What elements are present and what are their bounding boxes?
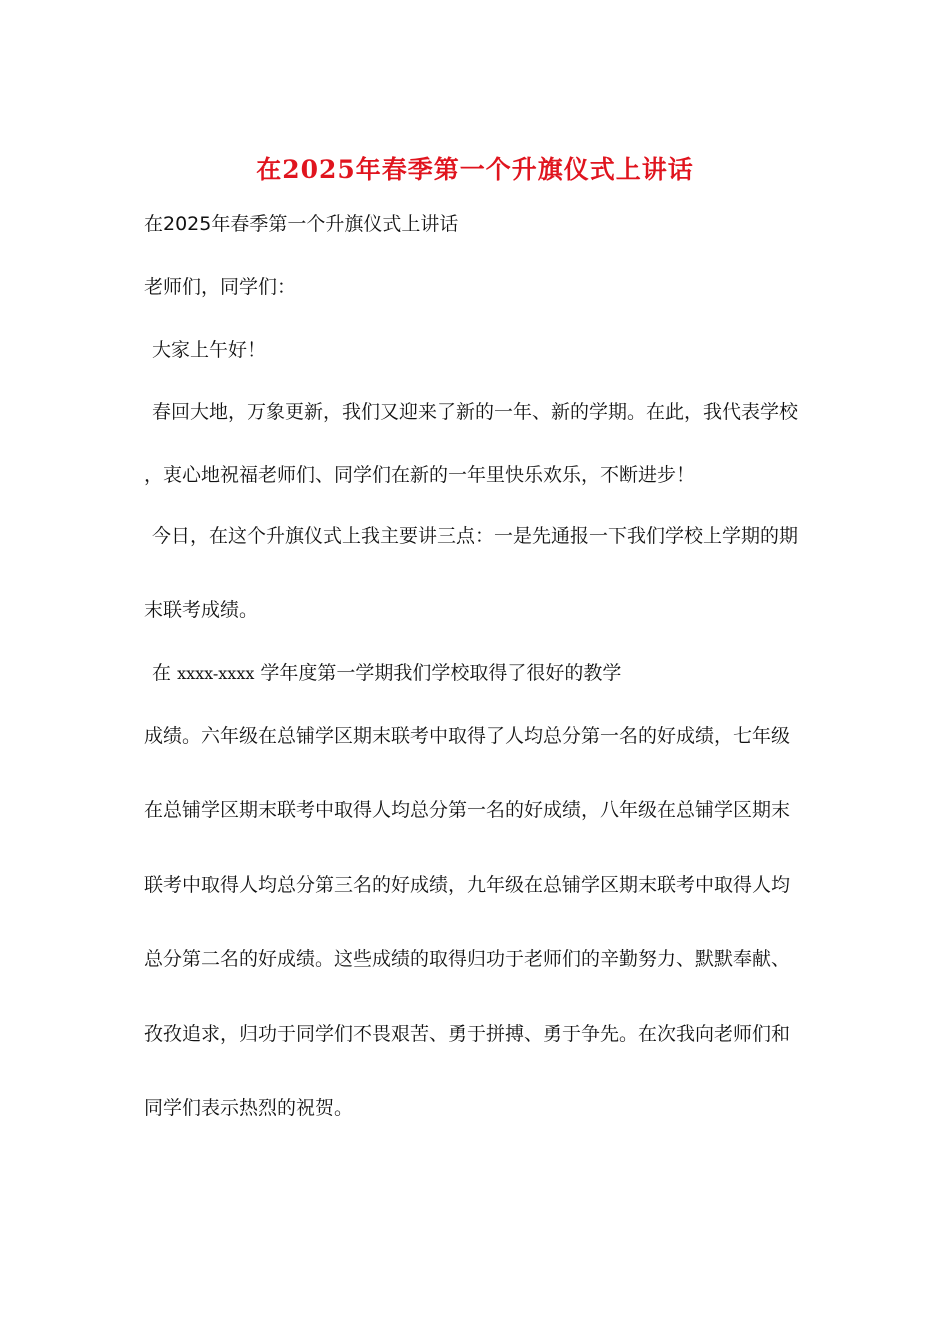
- document-title: 在2025年春季第一个升旗仪式上讲话: [256, 155, 694, 184]
- paragraph-3-line-3: 在总铺学区期末联考中取得人均总分第一名的好成绩，八年级在总铺学区期末: [144, 799, 791, 821]
- subtitle-text: 在2025年春季第一个升旗仪式上讲话: [144, 213, 459, 235]
- paragraph-3-rest: 学年度第一学期我们学校取得了很好的教学: [260, 662, 622, 684]
- paragraph-2-line-2: 末联考成绩。: [144, 599, 259, 621]
- paragraph-3-line-4: 联考中取得人均总分第三名的好成绩，九年级在总铺学区期末联考中取得人均: [144, 874, 791, 896]
- salutation-line: 老师们，同学们：: [144, 276, 297, 298]
- paragraph-3-line-2: 成绩。六年级在总铺学区期末联考中取得了人均总分第一名的好成绩，七年级: [144, 725, 791, 747]
- paragraph-3-line-5: 总分第二名的好成绩。这些成绩的取得归功于老师们的辛勤努力、默默奉献、: [144, 948, 791, 970]
- paragraph-3-line-7: 同学们表示热烈的祝贺。: [144, 1097, 354, 1119]
- paragraph-1-line-2: ，衷心地祝福老师们、同学们在新的一年里快乐欢乐，不断进步！: [144, 464, 696, 486]
- paragraph-3-line-1: [152, 661, 621, 686]
- paragraph-2-line-1: 今日，在这个升旗仪式上我主要讲三点：一是先通报一下我们学校上学期的期: [152, 525, 799, 547]
- school-year-range: xxxx-xxxx: [177, 664, 255, 683]
- subtitle-line: [144, 212, 458, 236]
- paragraph-3-prefix: 在: [152, 662, 172, 684]
- greeting-line: 大家上午好！: [152, 339, 267, 361]
- paragraph-3-line-6: 孜孜追求，归功于同学们不畏艰苦、勇于拼搏、勇于争先。在次我向老师们和: [144, 1023, 791, 1045]
- paragraph-1-line-1: 春回大地，万象更新，我们又迎来了新的一年、新的学期。在此，我代表学校: [152, 401, 799, 423]
